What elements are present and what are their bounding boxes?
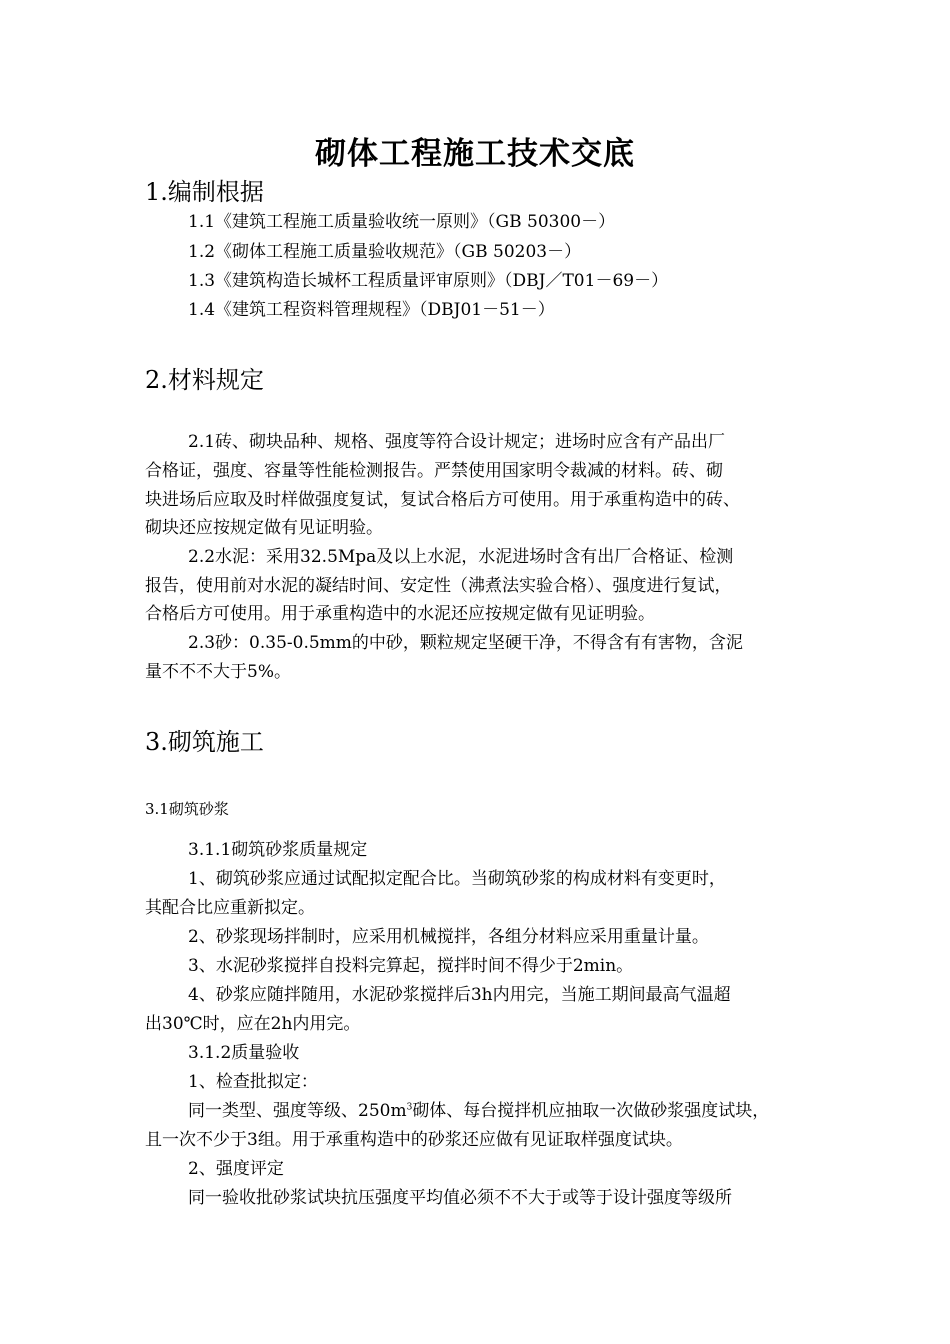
reference-item: 1.1《建筑工程施工质量验收统一原则》（GB 50300－） <box>188 212 616 232</box>
section-3-heading: 3.砌筑施工 <box>145 728 264 756</box>
paragraph-line: 同一验收批砂浆试块抗压强度平均值必须不不大于或等于设计强度等级所 <box>188 1188 732 1208</box>
paragraph-line: 2、砂浆现场拌制时，应采用机械搅拌，各组分材料应采用重量计量。 <box>188 927 709 947</box>
reference-item: 1.4《建筑工程资料管理规程》（DBJ01－51－） <box>188 300 555 320</box>
section-1-heading: 1.编制根据 <box>145 178 264 206</box>
paragraph-line: 合格证，强度、容量等性能检测报告。严禁使用国家明令裁减的材料。砖、砌 <box>145 461 723 481</box>
superscript: 3 <box>406 1102 413 1113</box>
paragraph-line: 2.1砖、砌块品种、规格、强度等符合设计规定；进场时应含有产品出厂 <box>188 432 726 452</box>
text-run: 同一类型、强度等级、250m <box>188 1101 407 1121</box>
paragraph-line: 砌块还应按规定做有见证明验。 <box>145 518 383 538</box>
paragraph-line: 1、砌筑砂浆应通过试配拟定配合比。当砌筑砂浆的构成材料有变更时， <box>188 869 726 889</box>
paragraph-line: 报告，使用前对水泥的凝结时间、安定性（沸煮法实验合格）、强度进行复试， <box>145 576 732 596</box>
paragraph-line: 2、强度评定 <box>188 1159 284 1179</box>
paragraph-line: 3.1.1砌筑砂浆质量规定 <box>188 840 368 860</box>
text-run: 砌体、每台搅拌机应抽取一次做砂浆强度试块， <box>412 1101 770 1121</box>
paragraph-line: 3、水泥砂浆搅拌自投料完算起，搅拌时间不得少于2min。 <box>188 956 634 976</box>
reference-item: 1.3《建筑构造长城杯工程质量评审原则》（DBJ／T01－69－） <box>188 271 669 291</box>
paragraph-line <box>188 1097 769 1125</box>
reference-item: 1.2《砌体工程施工质量验收规范》（GB 50203－） <box>188 242 582 262</box>
paragraph-line: 量不不不大于5%。 <box>145 662 291 682</box>
paragraph-line: 1、检查批拟定： <box>188 1072 318 1092</box>
paragraph-line: 其配合比应重新拟定。 <box>145 898 315 918</box>
subsection-heading: 3.1砌筑砂浆 <box>145 800 229 818</box>
paragraph-line: 3.1.2质量验收 <box>188 1043 300 1063</box>
section-2-heading: 2.材料规定 <box>145 366 264 394</box>
paragraph-line: 4、砂浆应随拌随用，水泥砂浆搅拌后3h内用完，当施工期间最高气温超 <box>188 985 731 1005</box>
paragraph-line: 2.3砂：0.35-0.5mm的中砂，颗粒规定坚硬干净，不得含有有害物，含泥 <box>188 633 743 653</box>
paragraph-line: 出30℃时，应在2h内用完。 <box>145 1014 361 1034</box>
paragraph-line: 2.2水泥：采用32.5Mpa及以上水泥，水泥进场时含有出厂合格证、检测 <box>188 547 734 567</box>
document-title: 砌体工程施工技术交底 <box>315 136 635 172</box>
paragraph-line: 块进场后应取及时样做强度复试，复试合格后方可使用。用于承重构造中的砖、 <box>145 490 740 510</box>
paragraph-line: 且一次不少于3组。用于承重构造中的砂浆还应做有见证取样强度试块。 <box>145 1130 683 1150</box>
paragraph-line: 合格后方可使用。用于承重构造中的水泥还应按规定做有见证明验。 <box>145 604 655 624</box>
